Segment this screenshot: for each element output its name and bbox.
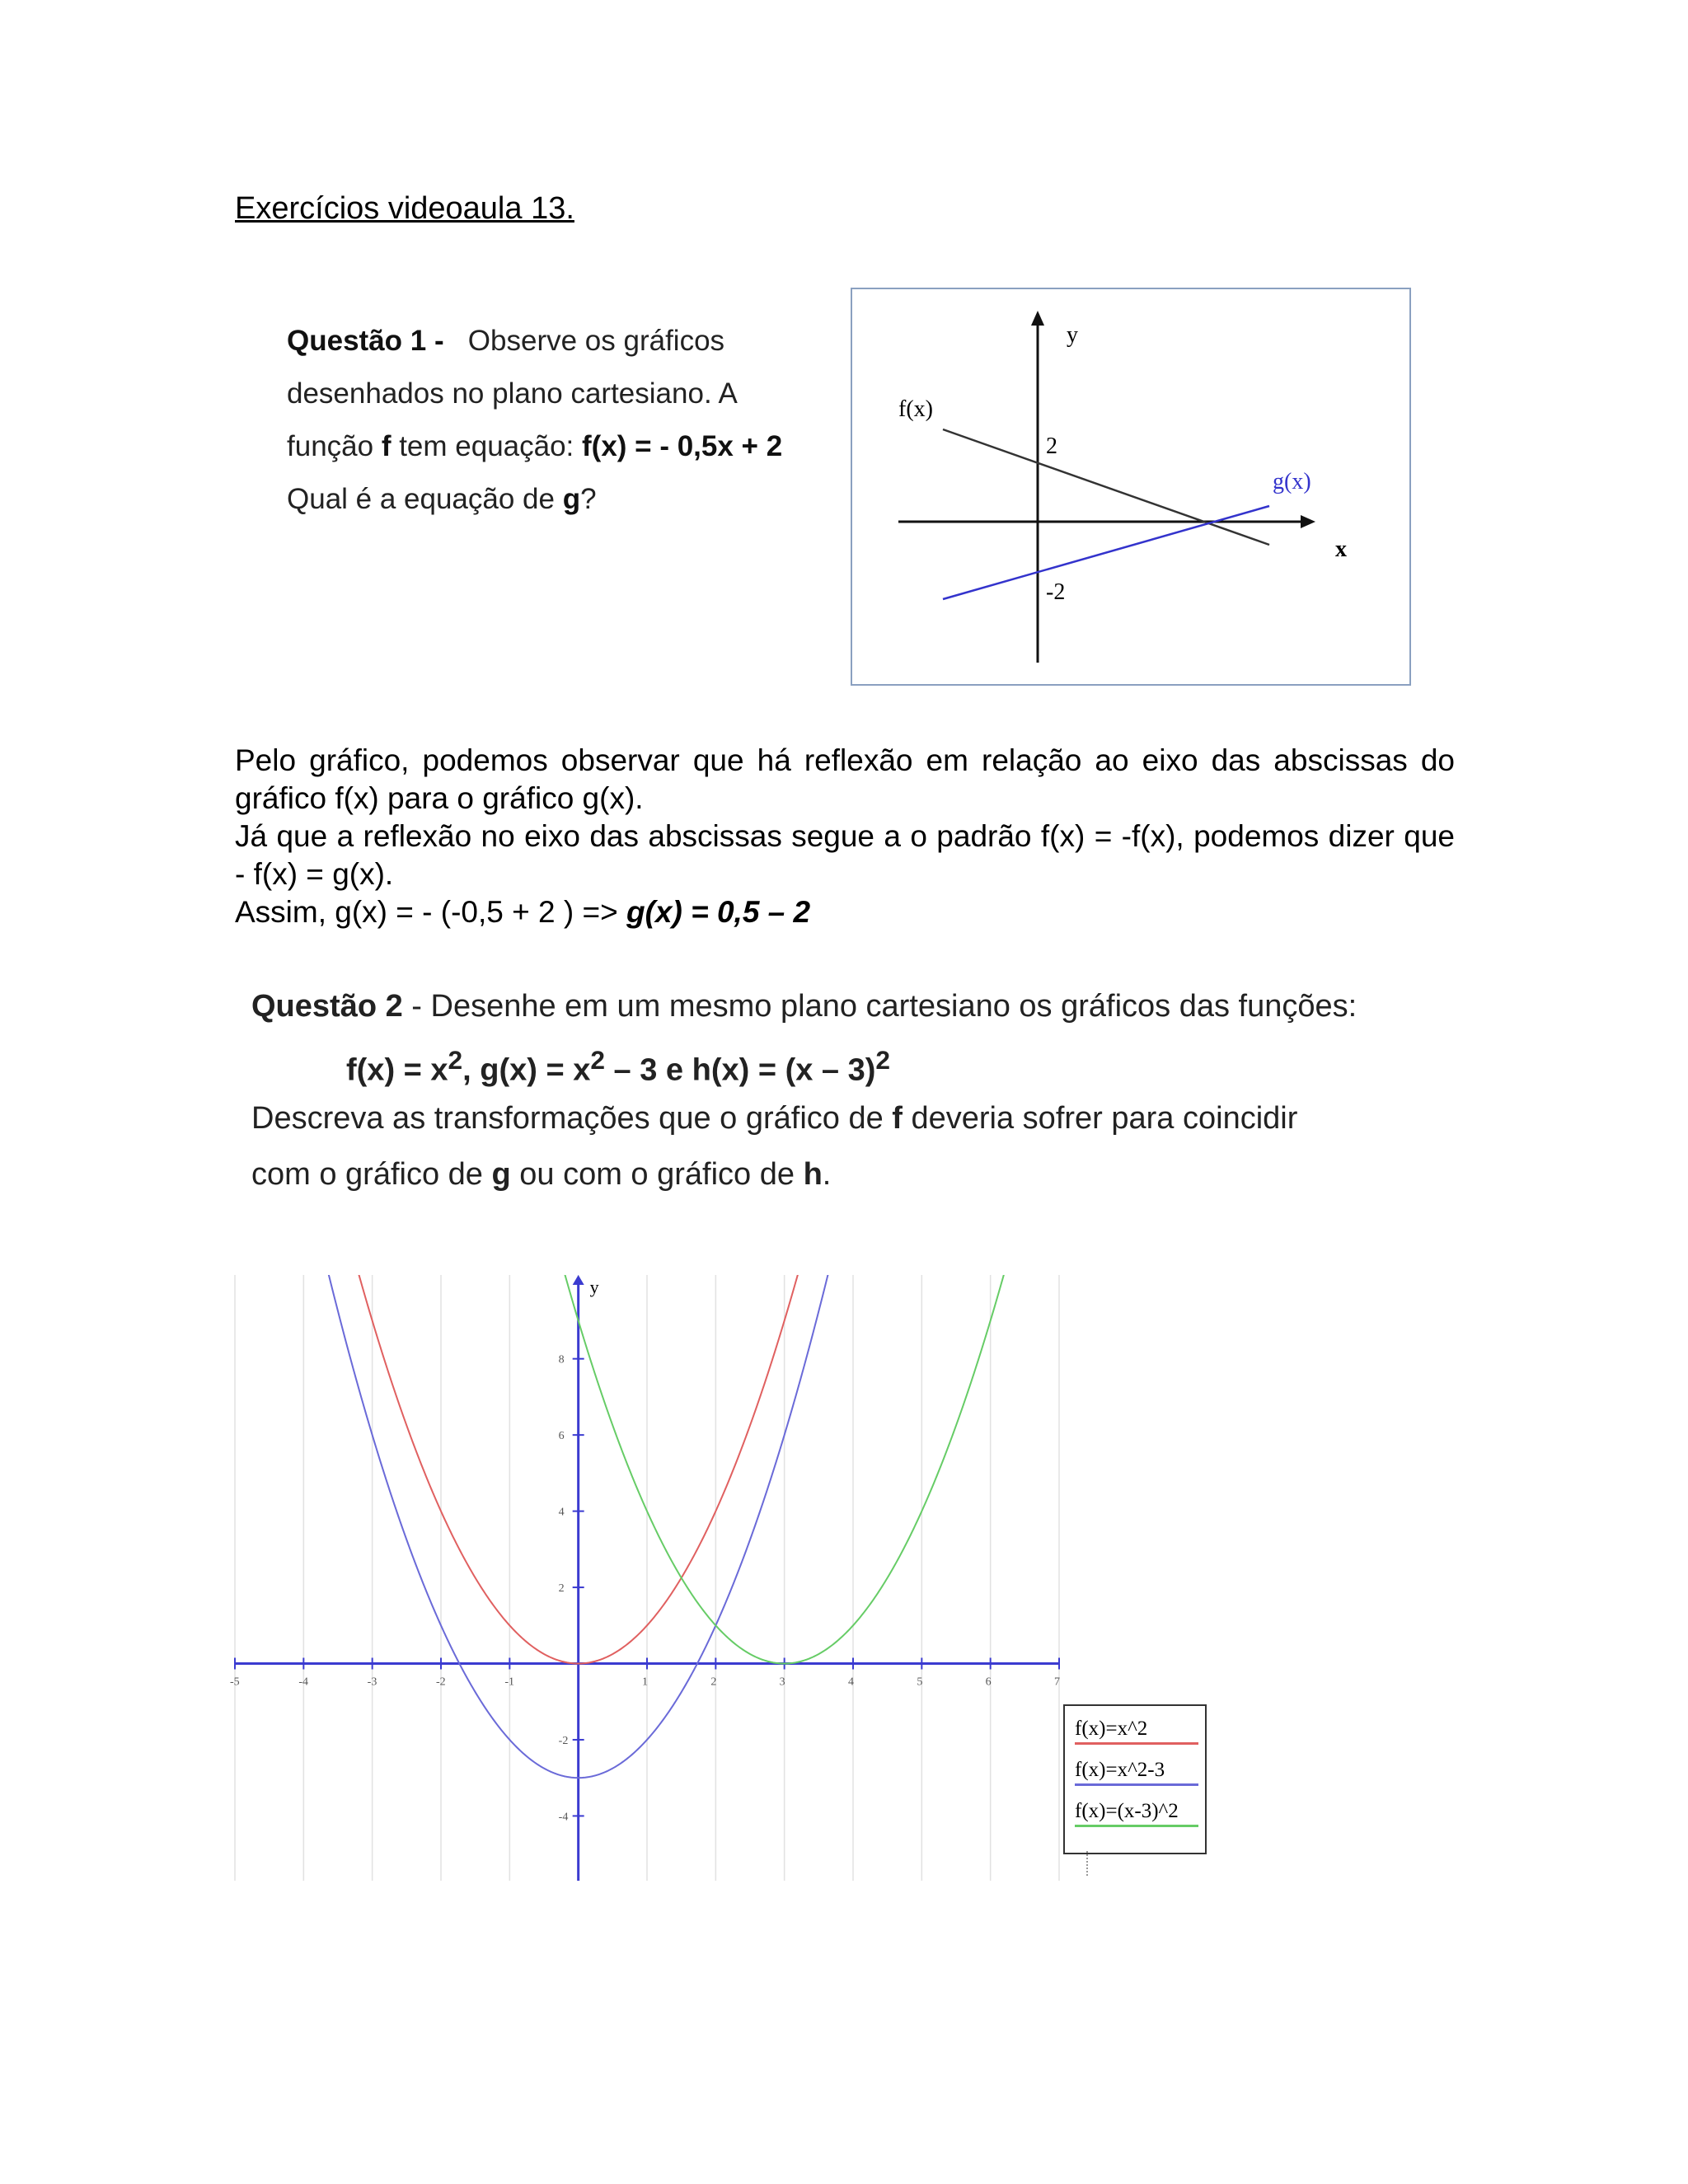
q1-line3-f: f	[381, 430, 392, 462]
x-tick-label: 5	[917, 1675, 923, 1689]
answer-result: g(x) = 0,5 – 2	[626, 895, 811, 929]
answer-text	[235, 742, 1455, 931]
document-title: Exercícios videoaula 13.	[235, 191, 574, 226]
legend-item-g: f(x)=x^2-3	[1075, 1759, 1198, 1786]
q1-line2: desenhados no plano cartesiano. A	[287, 377, 738, 410]
x-tick-label: 1	[642, 1675, 648, 1689]
q2-line4-h: h	[803, 1157, 823, 1192]
q1-x-label: x	[1335, 537, 1347, 562]
chart-y-arrow	[573, 1275, 584, 1285]
y-tick-label: 8	[558, 1353, 565, 1366]
q2-line1: - Desenhe em um mesmo plano cartesiano os gráficos das funções:	[402, 989, 1357, 1024]
x-tick-label: 3	[779, 1675, 785, 1689]
q1-line4-g: g	[562, 483, 581, 515]
question-2-label: Questão 2	[251, 989, 403, 1024]
answer-paragraph-1: Pelo gráfico, podemos observar que há reflexão em relação ao eixo das abscissas do gráfico f(x) para o gráfico g(x).	[235, 743, 1455, 815]
question-2-chart	[230, 1275, 1060, 1881]
x-tick-label: -4	[298, 1675, 309, 1689]
question-1-graph	[851, 288, 1411, 686]
q2-line3-b: deveria sofrer para coincidir	[902, 1101, 1298, 1136]
q1-line1: Observe os gráficos	[467, 325, 725, 357]
chart-ticks	[230, 1354, 1060, 1824]
x-tick-label: -2	[436, 1675, 446, 1689]
x-tick-label: -1	[504, 1675, 515, 1689]
q2-line3-a: Descreva as transformações que o gráfico de	[251, 1101, 893, 1136]
q2-line4-c: .	[822, 1157, 832, 1192]
legend-item-f: f(x)=x^2	[1075, 1718, 1198, 1745]
q1-equation: f(x) = - 0,5x + 2	[582, 430, 783, 462]
q2-sup2: 2	[590, 1045, 605, 1075]
q1-y-label: y	[1067, 322, 1078, 348]
chart-y-label: y	[589, 1277, 599, 1297]
x-tick-label: 7	[1054, 1675, 1060, 1689]
q1-line3-a: função	[287, 430, 382, 462]
y-tick-label: 2	[558, 1582, 565, 1596]
q2-eq3: – 3 e h(x) = (x – 3)	[604, 1052, 876, 1088]
q2-eq2: , g(x) = x	[462, 1052, 591, 1088]
y-tick-label: 4	[558, 1506, 565, 1519]
x-tick-label: 6	[985, 1675, 992, 1689]
q2-line3-f: f	[892, 1101, 903, 1136]
q1-tick-2: 2	[1046, 434, 1057, 459]
q2-line4-g: g	[491, 1157, 511, 1192]
q1-line4-a: Qual é a equação de	[287, 483, 563, 515]
question-2-text	[251, 989, 1357, 1213]
q2-line4-a: com o gráfico de	[251, 1157, 492, 1192]
y-tick-label: -2	[558, 1734, 569, 1747]
q1-g-label: g(x)	[1273, 469, 1311, 494]
q2-line4-b: ou com o gráfico de	[510, 1157, 804, 1192]
x-tick-label: 4	[848, 1675, 854, 1689]
q1-graph-frame	[851, 288, 1410, 685]
q1-tick-neg-2: -2	[1046, 579, 1066, 605]
x-tick-label: -3	[367, 1675, 377, 1689]
chart-grid	[235, 1275, 1059, 1881]
q2-sup3: 2	[875, 1045, 891, 1075]
y-tick-label: 6	[558, 1430, 565, 1443]
chart-legend	[1063, 1704, 1207, 1854]
legend-dotted-line	[1086, 1851, 1088, 1876]
q2-equations	[251, 1045, 1357, 1101]
answer-paragraph-3: Assim, g(x) = - (-0,5 + 2 ) =>	[235, 895, 626, 929]
q2-eq1: f(x) = x	[346, 1052, 448, 1088]
y-tick-label: -4	[558, 1811, 569, 1824]
q2-sup1: 2	[448, 1045, 463, 1075]
question-1-label: Questão 1 -	[287, 325, 444, 357]
question-1-text	[287, 315, 782, 526]
answer-paragraph-2: Já que a reflexão no eixo das abscissas segue a o padrão f(x) = -f(x), podemos dizer que - f(x) = g(x).	[235, 819, 1455, 891]
q1-line3-b: tem equação:	[391, 430, 583, 462]
q1-line4-b: ?	[580, 483, 597, 515]
x-tick-label: 2	[710, 1675, 717, 1689]
q1-f-label: f(x)	[898, 396, 933, 422]
x-tick-label: -5	[230, 1675, 240, 1689]
legend-item-h: f(x)=(x-3)^2	[1075, 1800, 1198, 1827]
